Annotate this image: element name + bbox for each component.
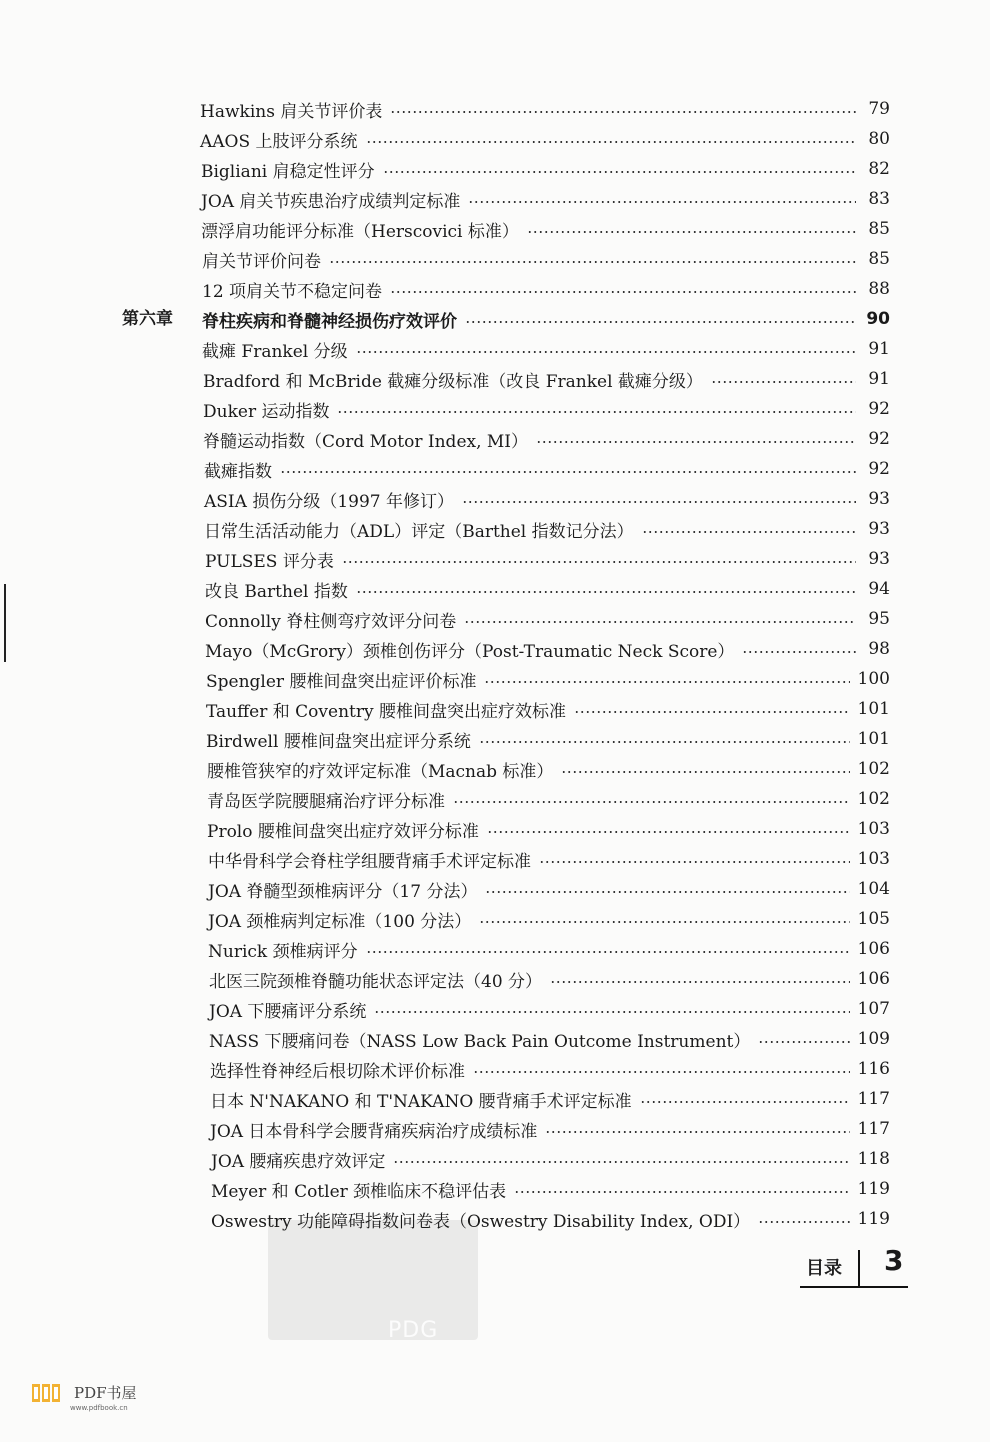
entry-title: ASIA 损伤分级（1997 年修订） [204, 491, 454, 512]
dot-leader [366, 141, 856, 143]
entry-title: Mayo（McGrory）颈椎创伤评分（Post-Traumatic Neck Score） [205, 641, 735, 662]
page-number: 101 [857, 729, 890, 749]
toc-entry [202, 334, 890, 364]
entry-title: JOA 腰痛疾患疗效评定 [211, 1151, 386, 1172]
logo-url: www.pdfbook.cn [70, 1404, 128, 1412]
dot-leader [280, 471, 856, 473]
dot-leader [393, 1161, 849, 1163]
entry-title: 脊柱疾病和脊髓神经损伤疗效评价 [202, 311, 457, 332]
toc-row [122, 934, 890, 964]
dot-leader [462, 501, 856, 503]
page-number: 92 [868, 399, 890, 419]
page-number: 79 [868, 99, 890, 119]
toc-entry [209, 994, 890, 1024]
toc-row [122, 94, 890, 124]
toc-entry [211, 1174, 890, 1204]
page-number: 88 [868, 279, 890, 299]
toc-entry [205, 634, 890, 664]
toc-row [122, 1174, 890, 1204]
book-icon [30, 1378, 70, 1406]
entry-title: Connolly 脊柱侧弯疗效评分问卷 [205, 611, 457, 632]
entry-title: NASS 下腰痛问卷（NASS Low Back Pain Outcome Instrument） [209, 1031, 751, 1052]
toc-entry [205, 574, 890, 604]
page-number: 82 [868, 159, 890, 179]
toc-entry [206, 664, 890, 694]
toc-row [122, 1144, 890, 1174]
page-number: 101 [857, 699, 890, 719]
toc-entry [201, 214, 890, 244]
dot-leader [561, 771, 849, 773]
toc-entry [202, 304, 890, 334]
toc-entry [208, 904, 890, 934]
chapter-label: 第六章 [122, 309, 173, 329]
page-number: 94 [868, 579, 890, 599]
toc-entry [204, 484, 890, 514]
toc-chapter-row [122, 304, 890, 334]
toc-row [122, 184, 890, 214]
page-number: 100 [857, 669, 890, 689]
dot-leader [390, 291, 856, 293]
entry-title: 北医三院颈椎脊髓功能状态评定法（40 分） [209, 971, 543, 992]
toc-row [122, 394, 890, 424]
entry-title: PULSES 评分表 [205, 551, 334, 572]
toc-entry [208, 934, 890, 964]
toc-entry [210, 1084, 890, 1114]
toc-entry [206, 724, 890, 754]
entry-title: 中华骨科学会脊柱学组腰背痛手术评定标准 [208, 851, 531, 872]
entry-title: 截瘫 Frankel 分级 [202, 341, 348, 362]
dot-leader [366, 951, 850, 953]
dot-leader [383, 171, 856, 173]
entry-title: JOA 颈椎病判定标准（100 分法） [208, 911, 472, 932]
page-number: 106 [857, 969, 890, 989]
page-number: 103 [857, 819, 890, 839]
toc-entry [208, 844, 890, 874]
page-number: 106 [857, 939, 890, 959]
entry-title: JOA 肩关节疾患治疗成绩判定标准 [201, 191, 461, 212]
toc-entry [203, 364, 890, 394]
dot-leader [484, 681, 849, 683]
footer-underline [800, 1286, 908, 1288]
page-number: 91 [868, 339, 890, 359]
entry-title: 日本 N'NAKANO 和 T'NAKANO 腰背痛手术评定标准 [210, 1091, 632, 1112]
entry-title: Prolo 腰椎间盘突出症疗效评分标准 [207, 821, 479, 842]
toc-entry [205, 544, 890, 574]
toc-row [122, 904, 890, 934]
page-number: 103 [857, 849, 890, 869]
dot-leader [536, 441, 856, 443]
dot-leader [473, 1071, 850, 1073]
entry-title: 选择性脊神经后根切除术评价标准 [210, 1061, 465, 1082]
toc-row [122, 604, 890, 634]
entry-title: 青岛医学院腰腿痛治疗评分标准 [207, 791, 445, 812]
dot-leader [337, 411, 856, 413]
page-number: 119 [857, 1209, 890, 1229]
page-number: 117 [857, 1089, 890, 1109]
footer-page-number: 3 [884, 1244, 904, 1277]
watermark-seal [268, 1220, 478, 1340]
toc-entry [209, 964, 890, 994]
dot-leader [479, 741, 850, 743]
toc-entry [207, 784, 890, 814]
entry-title: 脊髓运动指数（Cord Motor Index, MI） [203, 431, 529, 452]
toc-row [122, 574, 890, 604]
toc-entry [203, 424, 890, 454]
page-number: 119 [857, 1179, 890, 1199]
toc-row [122, 634, 890, 664]
toc-row [122, 244, 890, 274]
toc-entry [205, 604, 890, 634]
toc-row [122, 484, 890, 514]
toc-row [122, 994, 890, 1024]
page-number: 80 [868, 129, 890, 149]
logo-name: PDF书屋 [74, 1383, 137, 1402]
entry-title: Tauffer 和 Coventry 腰椎间盘突出症疗效标准 [206, 701, 566, 722]
toc-row [122, 454, 890, 484]
dot-leader [485, 891, 849, 893]
entry-title: Meyer 和 Cotler 颈椎临床不稳评估表 [211, 1181, 507, 1202]
entry-title: 漂浮肩功能评分标准（Herscovici 标准） [201, 221, 519, 242]
toc-entry [200, 94, 890, 124]
entry-title: Nurick 颈椎病评分 [208, 941, 358, 962]
dot-leader [329, 261, 856, 263]
toc-row [122, 274, 890, 304]
toc-row [122, 154, 890, 184]
table-of-contents [122, 94, 890, 1234]
page-number: 92 [868, 429, 890, 449]
toc-row [122, 1114, 890, 1144]
toc-entry [210, 1054, 890, 1084]
dot-leader [711, 381, 856, 383]
page-number: 98 [868, 639, 890, 659]
entry-title: 腰椎管狭窄的疗效评定标准（Macnab 标准） [207, 761, 554, 782]
toc-entry [208, 874, 890, 904]
dot-leader [758, 1041, 849, 1043]
entry-title: JOA 日本骨科学会腰背痛疾病治疗成绩标准 [210, 1121, 538, 1142]
toc-row [122, 694, 890, 724]
entry-title: 12 项肩关节不稳定问卷 [202, 281, 383, 302]
dot-leader [574, 711, 850, 713]
page-number: 102 [857, 789, 890, 809]
entry-title: Spengler 腰椎间盘突出症评价标准 [206, 671, 477, 692]
page-number: 116 [857, 1059, 890, 1079]
margin-mark [4, 584, 6, 662]
toc-row [122, 874, 890, 904]
toc-entry [209, 1024, 890, 1054]
toc-row [122, 424, 890, 454]
page-number: 102 [857, 759, 890, 779]
entry-title: JOA 脊髓型颈椎病评分（17 分法） [208, 881, 478, 902]
entry-title: 日常生活活动能力（ADL）评定（Barthel 指数记分法） [204, 521, 634, 542]
toc-entry [204, 454, 890, 484]
page-number: 93 [868, 489, 890, 509]
toc-row [122, 844, 890, 874]
entry-title: Birdwell 腰椎间盘突出症评分系统 [206, 731, 471, 752]
toc-row [122, 544, 890, 574]
toc-row [122, 724, 890, 754]
entry-title: 肩关节评价问卷 [202, 251, 321, 272]
page-number: 93 [868, 549, 890, 569]
page-number: 85 [868, 249, 890, 269]
page-number: 117 [857, 1119, 890, 1139]
toc-row [122, 754, 890, 784]
footer-section-label: 目录 [806, 1258, 842, 1279]
toc-entry [207, 754, 890, 784]
toc-entry [202, 244, 890, 274]
site-logo [30, 1378, 137, 1406]
toc-row [122, 1204, 890, 1234]
toc-row [122, 1084, 890, 1114]
entry-title: Bigliani 肩稳定性评分 [201, 161, 375, 182]
entry-title: Hawkins 肩关节评价表 [200, 101, 383, 122]
toc-entry [203, 394, 890, 424]
entry-title: AAOS 上肢评分系统 [200, 131, 358, 152]
dot-leader [356, 351, 856, 353]
entry-title: JOA 下腰痛评分系统 [209, 1001, 367, 1022]
toc-entry [211, 1204, 890, 1234]
dot-leader [479, 921, 849, 923]
dot-leader [342, 561, 856, 563]
dot-leader [453, 801, 850, 803]
page-number: 83 [868, 189, 890, 209]
dot-leader [742, 651, 856, 653]
toc-row [122, 214, 890, 244]
page-number: 92 [868, 459, 890, 479]
toc-entry [201, 154, 890, 184]
toc-entry [211, 1144, 890, 1174]
toc-entry [200, 124, 890, 154]
toc-entry [206, 694, 890, 724]
toc-row [122, 664, 890, 694]
footer-divider [858, 1250, 860, 1286]
page-number: 93 [868, 519, 890, 539]
entry-title: Oswestry 功能障碍指数问卷表（Oswestry Disability Index, ODI） [211, 1211, 751, 1232]
dot-leader [640, 1101, 850, 1103]
dot-leader [356, 591, 856, 593]
entry-title: Bradford 和 McBride 截瘫分级标准（改良 Frankel 截瘫分级） [203, 371, 703, 392]
dot-leader [390, 111, 856, 113]
dot-leader [468, 201, 856, 203]
toc-entry [201, 184, 890, 214]
toc-entry [210, 1114, 890, 1144]
dot-leader [514, 1191, 849, 1193]
toc-row [122, 1024, 890, 1054]
entry-title: 截瘫指数 [204, 461, 272, 482]
page-number: 118 [857, 1149, 890, 1169]
page-number: 105 [857, 909, 890, 929]
dot-leader [550, 981, 850, 983]
toc-row [122, 334, 890, 364]
page-number: 95 [868, 609, 890, 629]
dot-leader [642, 531, 856, 533]
dot-leader [374, 1011, 849, 1013]
page-number: 90 [866, 309, 890, 329]
dot-leader [758, 1221, 849, 1223]
page-number: 85 [868, 219, 890, 239]
page-number: 107 [857, 999, 890, 1019]
toc-row [122, 814, 890, 844]
dot-leader [487, 831, 850, 833]
toc-row [122, 124, 890, 154]
toc-row [122, 514, 890, 544]
toc-row [122, 364, 890, 394]
watermark-text: PDG [388, 1318, 439, 1343]
dot-leader [464, 621, 856, 623]
dot-leader [465, 321, 856, 323]
page-number: 104 [857, 879, 890, 899]
toc-entry [207, 814, 890, 844]
dot-leader [539, 861, 850, 863]
entry-title: 改良 Barthel 指数 [205, 581, 348, 602]
dot-leader [527, 231, 856, 233]
entry-title: Duker 运动指数 [203, 401, 330, 422]
toc-entry [202, 274, 890, 304]
page-number: 109 [857, 1029, 890, 1049]
dot-leader [545, 1131, 849, 1133]
toc-row [122, 1054, 890, 1084]
toc-row [122, 784, 890, 814]
page-number: 91 [868, 369, 890, 389]
toc-row [122, 964, 890, 994]
toc-entry [204, 514, 890, 544]
